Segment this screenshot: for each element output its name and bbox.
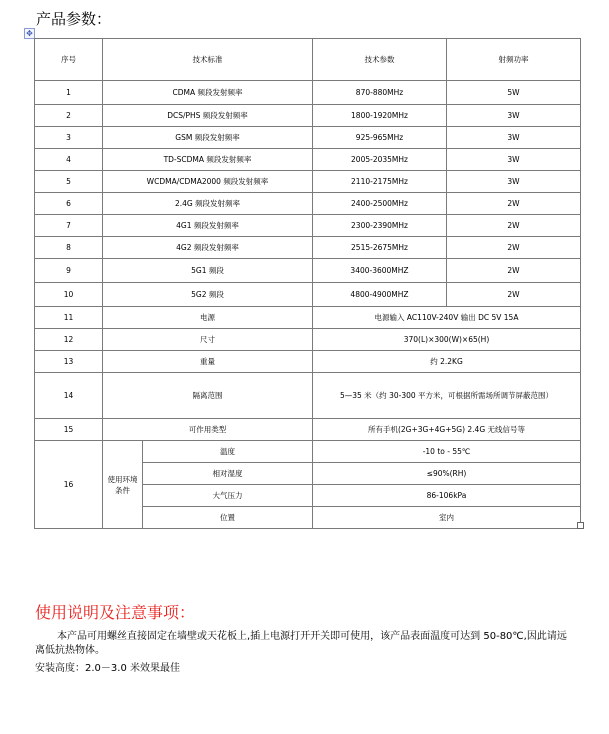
row-number: 6 bbox=[35, 193, 103, 215]
param-cell: 2400-2500MHz bbox=[313, 193, 447, 215]
row-number: 5 bbox=[35, 171, 103, 193]
table-row bbox=[35, 259, 581, 283]
spec-value: 370(L)×300(W)×65(H) bbox=[313, 329, 581, 351]
usage-paragraph: 本产品可用螺丝直接固定在墙壁或天花板上,插上电源打开开关即可使用，该产品表面温度可达到 50-80℃,因此请远离低抗热物体。 bbox=[35, 631, 567, 656]
page-title: 产品参数： bbox=[36, 10, 112, 28]
install-height-paragraph: 安装高度：2.0－3.0 米效果最佳 bbox=[35, 663, 180, 674]
spec-value: 所有手机(2G+3G+4G+5G) 2.4G 无线信号等 bbox=[313, 419, 581, 441]
spec-label: 相对湿度 bbox=[143, 463, 313, 485]
spec-label: 可作用类型 bbox=[103, 419, 313, 441]
param-cell: 3400-3600MHZ bbox=[313, 259, 447, 283]
spec-label: 大气压力 bbox=[143, 485, 313, 507]
table-resize-handle-icon[interactable] bbox=[577, 522, 584, 529]
standard-cell: WCDMA/CDMA2000 频段发射频率 bbox=[103, 171, 313, 193]
param-cell: 1800-1920MHz bbox=[313, 105, 447, 127]
standard-cell: 2.4G 频段发射频率 bbox=[103, 193, 313, 215]
spec-table bbox=[34, 38, 581, 529]
row-number: 10 bbox=[35, 283, 103, 307]
spec-label: 温度 bbox=[143, 441, 313, 463]
table-row bbox=[35, 441, 581, 463]
spec-value: 室内 bbox=[313, 507, 581, 529]
table-header-row bbox=[35, 39, 581, 81]
row-number: 8 bbox=[35, 237, 103, 259]
header-cell: 射频功率 bbox=[447, 39, 581, 81]
standard-cell: 4G1 频段发射频率 bbox=[103, 215, 313, 237]
standard-cell: 5G1 频段 bbox=[103, 259, 313, 283]
standard-cell: GSM 频段发射频率 bbox=[103, 127, 313, 149]
power-cell: 2W bbox=[447, 283, 581, 307]
spec-value: 约 2.2KG bbox=[313, 351, 581, 373]
table-row bbox=[35, 215, 581, 237]
param-cell: 2515-2675MHz bbox=[313, 237, 447, 259]
power-cell: 2W bbox=[447, 193, 581, 215]
table-row bbox=[35, 127, 581, 149]
power-cell: 3W bbox=[447, 149, 581, 171]
spec-label: 电源 bbox=[103, 307, 313, 329]
power-cell: 3W bbox=[447, 105, 581, 127]
table-row bbox=[35, 283, 581, 307]
row-number: 3 bbox=[35, 127, 103, 149]
table-row bbox=[35, 329, 581, 351]
power-cell: 2W bbox=[447, 215, 581, 237]
row-number: 11 bbox=[35, 307, 103, 329]
row-number: 4 bbox=[35, 149, 103, 171]
table-row bbox=[35, 193, 581, 215]
spec-value: -10 to - 55℃ bbox=[313, 441, 581, 463]
spec-label: 重量 bbox=[103, 351, 313, 373]
spec-label: 尺寸 bbox=[103, 329, 313, 351]
row-number: 16 bbox=[35, 441, 103, 529]
spec-value: 86-106kPa bbox=[313, 485, 581, 507]
standard-cell: TD-SCDMA 频段发射频率 bbox=[103, 149, 313, 171]
row-number: 12 bbox=[35, 329, 103, 351]
row-number: 7 bbox=[35, 215, 103, 237]
row-number: 1 bbox=[35, 81, 103, 105]
param-cell: 870-880MHz bbox=[313, 81, 447, 105]
param-cell: 2300-2390MHz bbox=[313, 215, 447, 237]
standard-cell: CDMA 频段发射频率 bbox=[103, 81, 313, 105]
standard-cell: 5G2 频段 bbox=[103, 283, 313, 307]
table-row bbox=[35, 307, 581, 329]
param-cell: 925-965MHz bbox=[313, 127, 447, 149]
spec-label: 位置 bbox=[143, 507, 313, 529]
table-row bbox=[35, 105, 581, 127]
power-cell: 5W bbox=[447, 81, 581, 105]
spec-value: 电源输入 AC110V-240V 输出 DC 5V 15A bbox=[313, 307, 581, 329]
row-number: 14 bbox=[35, 373, 103, 419]
header-cell: 技术标准 bbox=[103, 39, 313, 81]
table-row bbox=[35, 149, 581, 171]
table-row bbox=[35, 419, 581, 441]
group-label: 使用环境条件 bbox=[103, 441, 143, 529]
row-number: 15 bbox=[35, 419, 103, 441]
caution-title: 使用说明及注意事项： bbox=[35, 603, 196, 622]
power-cell: 3W bbox=[447, 171, 581, 193]
table-row bbox=[35, 171, 581, 193]
spec-value: 5—35 米（约 30-300 平方米，可根据所需场所调节屏蔽范围） bbox=[313, 373, 581, 419]
power-cell: 2W bbox=[447, 237, 581, 259]
standard-cell: DCS/PHS 频段发射频率 bbox=[103, 105, 313, 127]
spec-value: ≤90%(RH) bbox=[313, 463, 581, 485]
header-cell: 技术参数 bbox=[313, 39, 447, 81]
table-row bbox=[35, 351, 581, 373]
header-cell: 序号 bbox=[35, 39, 103, 81]
table-row bbox=[35, 81, 581, 105]
power-cell: 2W bbox=[447, 259, 581, 283]
table-row bbox=[35, 237, 581, 259]
spec-label: 隔离范围 bbox=[103, 373, 313, 419]
param-cell: 2005-2035MHz bbox=[313, 149, 447, 171]
param-cell: 2110-2175MHz bbox=[313, 171, 447, 193]
row-number: 2 bbox=[35, 105, 103, 127]
table-move-handle-icon[interactable]: ✥ bbox=[24, 28, 35, 39]
standard-cell: 4G2 频段发射频率 bbox=[103, 237, 313, 259]
table-row bbox=[35, 373, 581, 419]
row-number: 13 bbox=[35, 351, 103, 373]
power-cell: 3W bbox=[447, 127, 581, 149]
row-number: 9 bbox=[35, 259, 103, 283]
param-cell: 4800-4900MHZ bbox=[313, 283, 447, 307]
